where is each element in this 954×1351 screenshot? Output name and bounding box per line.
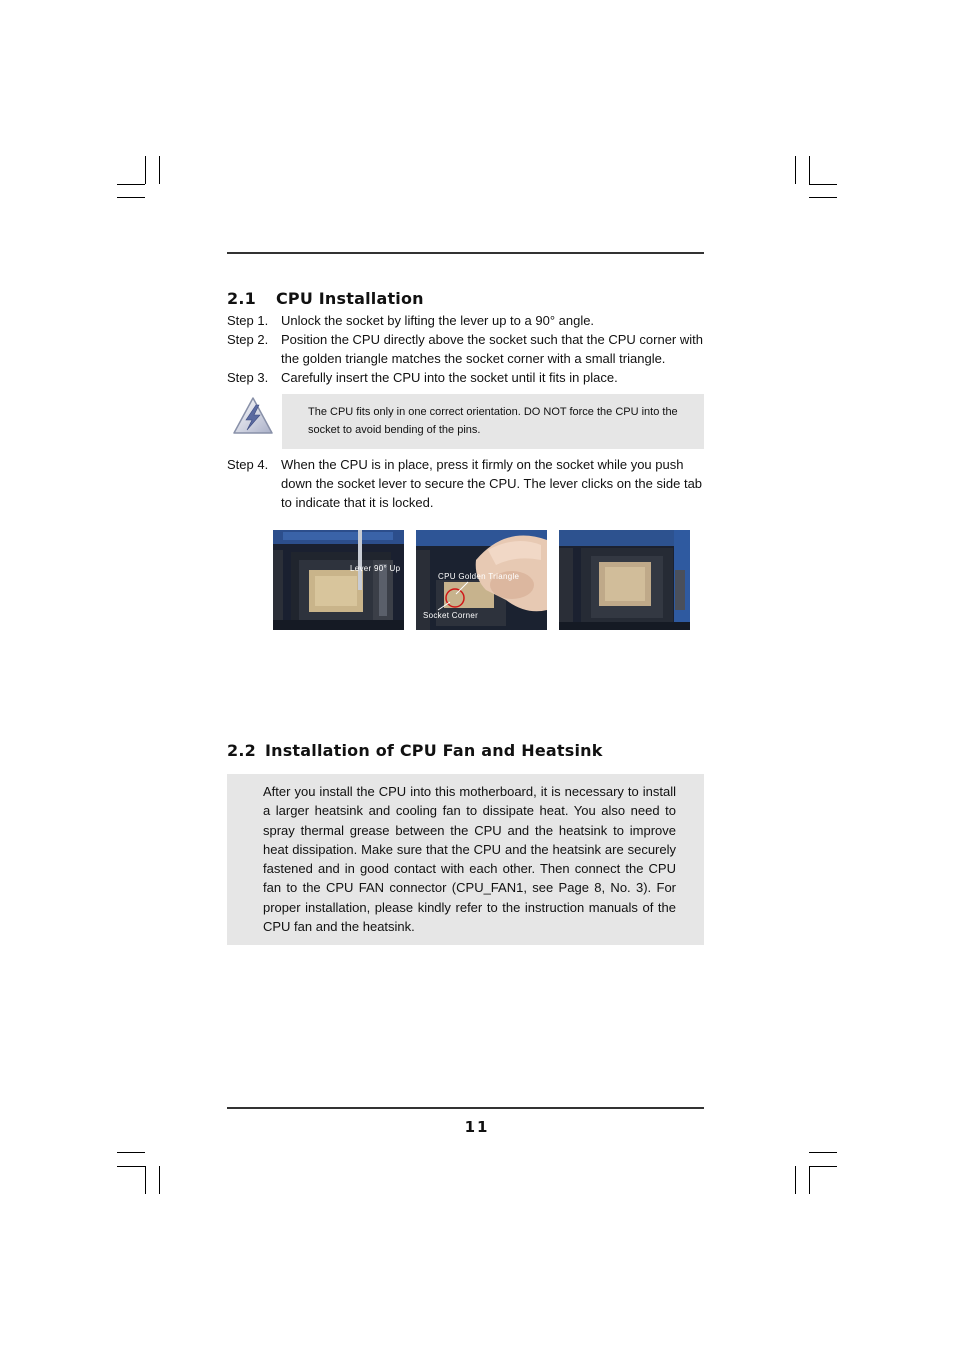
step-text: When the CPU is in place, press it firmly on the socket while you push down the socket lever to secure the CPU. The lever clicks on the side tab to indicate that it is locked. bbox=[281, 457, 703, 510]
section-number: 2.2 bbox=[227, 741, 256, 760]
section-number: 2.1 bbox=[227, 289, 256, 308]
section-title: Installation of CPU Fan and Heatsink bbox=[264, 741, 603, 760]
fan-heatsink-box bbox=[227, 774, 704, 945]
section-heading-fan-heatsink bbox=[227, 741, 603, 760]
note-box bbox=[282, 394, 704, 449]
step-text: Unlock the socket by lifting the lever up to a 90° angle. bbox=[281, 313, 595, 328]
section-heading-cpu-installation bbox=[227, 289, 424, 308]
warning-lightning-icon bbox=[232, 396, 274, 436]
step-number: Step 3. bbox=[227, 370, 269, 385]
photo-label-golden-triangle: CPU Golden Triangle bbox=[438, 572, 520, 581]
photo-lever-up bbox=[273, 530, 404, 630]
step-number: Step 4. bbox=[227, 457, 269, 472]
note-text: The CPU fits only in one correct orientation. DO NOT force the CPU into the socket to avoid bending of the pins. bbox=[308, 406, 678, 436]
section-title: CPU Installation bbox=[275, 289, 424, 308]
step-number: Step 1. bbox=[227, 313, 269, 328]
top-rule bbox=[227, 252, 704, 254]
photo-label-socket-corner: Socket Corner bbox=[423, 611, 479, 620]
step-number: Step 2. bbox=[227, 332, 269, 347]
fan-heatsink-text: After you install the CPU into this motherboard, it is necessary to install a larger heatsink and cooling fan to dissipate heat. You also need to spray thermal grease between the CPU and the heatsink to improve heat dissipation. Make sure that the CPU and the heatsink are securely fastened and in good contact with each other. Then connect the CPU fan to the CPU FAN connector (CPU_FAN1, see Page 8, No. 3). For proper installation, please kindly refer to the instruction manuals of the CPU fan and the heatsink. bbox=[263, 784, 676, 935]
bottom-rule bbox=[227, 1107, 704, 1109]
page-number: 11 bbox=[464, 1118, 490, 1136]
step-text: Carefully insert the CPU into the socket until it fits in place. bbox=[281, 370, 618, 385]
step-text: Position the CPU directly above the socket such that the CPU corner with the golden triangle matches the socket corner with a small triangle. bbox=[281, 332, 703, 366]
photo-cpu-locked bbox=[559, 530, 690, 630]
photo-label-lever: Lever 90° Up bbox=[350, 564, 401, 573]
photo-cpu-placement bbox=[416, 530, 547, 630]
